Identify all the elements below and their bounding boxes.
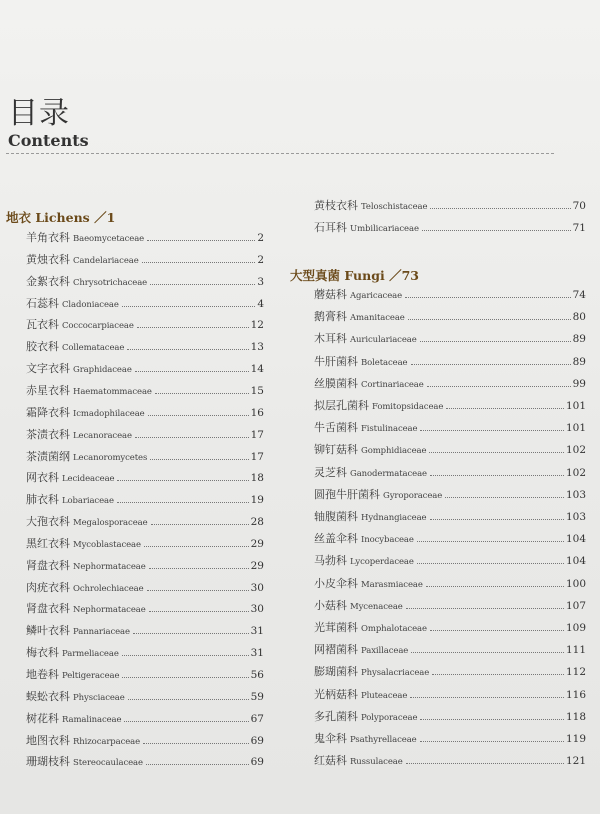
entry-name-latin: Chrysotrichaceae [73,277,148,288]
dot-leader [406,608,564,609]
entry-name-latin: Icmadophilaceae [73,408,145,419]
toc-entry[interactable] [314,353,586,369]
entry-name-zh: 肾盘衣科 [26,558,70,572]
section-title-en: Lichens [35,210,90,225]
toc-entry[interactable] [314,286,586,302]
dot-leader [127,349,248,350]
entry-name-zh: 小皮伞科 [314,576,358,590]
entry-name-zh: 胶衣科 [26,340,59,354]
entry-name-latin: Cortinariaceae [361,379,424,390]
entry-page-number: 69 [250,756,264,769]
entry-name-zh: 树花科 [26,711,59,725]
page-title-zh: 目录 [8,96,70,131]
entry-name-latin: Fomitopsidaceae [372,402,444,412]
entry-page-number: 80 [572,311,586,324]
entry-name-zh: 地卷科 [26,668,59,681]
toc-entry[interactable] [314,375,586,391]
toc-entry[interactable] [26,426,264,442]
dot-leader [142,262,256,263]
entry-name-latin: Gomphidiaceae [361,446,427,457]
entry-page-number: 102 [565,444,586,457]
entry-name-zh: 鳞叶衣科 [26,624,70,638]
entry-name-latin: Lycoperdaceae [350,557,414,568]
toc-entry[interactable] [314,708,586,724]
entry-name-zh: 木耳科 [314,332,347,346]
toc-entry[interactable] [314,619,586,635]
dot-leader [430,475,564,476]
entry-name-latin: Boletaceae [361,357,408,368]
entry-name-zh: 轴腹菌科 [314,510,358,523]
toc-entry[interactable] [314,575,586,591]
entry-name-latin: Lecanoraceae [73,430,132,441]
dot-leader [406,763,564,764]
entry-name-zh: 多孔菌科 [314,709,358,723]
entry-name-latin: Mycenaceae [350,601,403,612]
entry-page-number: 30 [250,581,264,594]
entry-page-number: 107 [565,599,586,612]
dot-leader [430,519,564,520]
dot-leader [155,393,249,394]
entry-name-latin: Gyroporaceae [383,490,443,501]
entry-name-zh: 膨瑚菌科 [314,665,358,679]
dot-leader [427,386,571,387]
toc-entry[interactable] [26,382,264,398]
entry-name-zh: 金絮衣科 [26,274,70,288]
dot-leader [122,655,249,656]
entry-page-number: 100 [565,577,586,590]
dot-leader [430,208,570,209]
entry-name-latin: Paxillaceae [361,646,409,657]
entry-name-latin: Physciaceae [73,692,125,703]
dot-leader [408,319,571,320]
entry-name-zh: 黄烛衣科 [26,252,70,266]
entry-name-zh: 鹅膏科 [314,310,347,324]
dot-leader [135,371,249,372]
entry-name-latin: Haematommaceae [73,386,152,397]
entry-name-zh: 赤星衣科 [26,383,70,397]
dot-leader [147,590,249,591]
section-heading-lichens [6,208,115,226]
entry-page-number: 29 [250,559,264,572]
entry-page-number: 89 [572,333,586,346]
toc-entry[interactable] [314,508,586,524]
entry-name-latin: Ramalinaceae [62,714,122,725]
toc-entry[interactable] [314,597,586,613]
entry-page-number: 56 [250,669,264,681]
entry-name-zh: 牛肝菌科 [314,354,358,368]
toc-entry[interactable] [26,666,264,682]
entry-name-latin: Teloschistaceae [361,202,428,212]
toc-entry[interactable] [26,535,264,551]
entry-page-number: 13 [250,341,264,354]
entry-page-number: 103 [565,488,586,501]
entry-page-number: 111 [565,644,586,657]
entry-page-number: 109 [565,622,586,634]
entry-page-number: 31 [250,647,264,660]
entry-name-zh: 光茸菌科 [314,621,358,634]
dot-leader [150,459,248,460]
entry-name-latin: Pannariaceae [73,627,130,638]
toc-entry[interactable] [314,397,586,413]
toc-entry[interactable] [26,316,264,332]
entry-page-number: 3 [257,275,264,288]
entry-name-latin: Psathyrellaceae [350,735,417,745]
entry-name-zh: 红菇科 [314,754,347,768]
toc-entry[interactable] [26,622,264,638]
entry-page-number: 4 [257,297,264,310]
toc-entry[interactable] [26,688,264,704]
entry-page-number: 119 [565,733,586,745]
dot-leader [405,297,571,298]
entry-name-latin: Ganodermataceae [350,468,427,479]
entry-name-zh: 网褶菌科 [314,643,358,657]
entry-page-number: 116 [565,688,586,701]
entry-name-zh: 铆钉菇科 [314,443,358,457]
toc-entry[interactable] [26,448,264,464]
dot-leader [147,240,255,241]
entry-name-zh: 网衣科 [26,471,59,485]
entry-name-latin: Stereocaulaceae [73,758,143,769]
entry-page-number: 101 [565,400,586,412]
entry-name-zh: 茶渍衣科 [26,427,70,441]
dot-leader [117,502,249,503]
toc-entry[interactable] [314,730,586,746]
entry-page-number: 71 [572,221,586,234]
entry-page-number: 15 [250,384,264,397]
toc-entry[interactable] [314,552,586,568]
section-title-zh: 地衣 [6,210,32,225]
entry-name-latin: Umbilicariaceae [350,223,419,234]
entry-name-latin: Russulaceae [350,757,403,768]
dot-leader [144,546,249,547]
entry-name-zh: 瓦衣科 [26,318,59,332]
dot-leader [137,327,249,328]
dot-leader [148,415,249,416]
entry-page-number: 103 [565,511,586,523]
toc-entry[interactable] [26,229,264,245]
dot-leader [122,677,248,678]
entry-page-number: 99 [572,377,586,390]
toc-entry[interactable] [26,579,264,595]
entry-name-latin: Inocybaceae [361,535,414,546]
entry-name-latin: Coccocarpiaceae [62,321,134,332]
entry-name-latin: Peltigeraceae [62,671,120,681]
toc-entry[interactable] [26,338,264,354]
entry-name-zh: 石蕊科 [26,296,59,310]
toc-entry[interactable] [26,710,264,726]
section-page: ／1 [94,210,116,225]
dot-leader [150,284,255,285]
toc-entry[interactable] [314,530,586,546]
toc-entry[interactable] [314,330,586,346]
toc-entry[interactable] [314,464,586,480]
entry-page-number: 59 [250,690,264,703]
entry-name-zh: 珊瑚枝科 [26,755,70,769]
entry-name-latin: Hydnangiaceae [361,513,427,523]
dot-leader [149,611,249,612]
toc-entry[interactable] [314,441,586,457]
section-page: ／73 [389,268,419,283]
entry-name-latin: Omphalotaceae [361,624,427,634]
toc-entry[interactable] [26,469,264,485]
entry-page-number: 14 [250,363,264,376]
dot-leader [420,341,571,342]
entry-name-latin: Collemataceae [62,343,125,354]
dot-leader [420,741,564,742]
entry-name-zh: 黄枝衣科 [314,199,358,212]
entry-page-number: 104 [565,533,586,546]
entry-page-number: 2 [257,253,264,266]
dot-leader [422,230,571,231]
entry-page-number: 70 [572,200,586,212]
entry-page-number: 104 [565,555,586,568]
dot-leader [128,699,249,700]
dot-leader [122,306,256,307]
entry-name-zh: 马勃科 [314,554,347,568]
entry-name-zh: 肺衣科 [26,493,59,507]
dot-leader [133,633,249,634]
entry-page-number: 18 [250,472,264,485]
toc-entry[interactable] [26,273,264,289]
dot-leader [149,568,249,569]
entry-page-number: 12 [250,319,264,332]
entry-name-latin: Nephormataceae [73,605,146,616]
entry-name-latin: Amanitaceae [350,313,405,324]
dot-leader [420,430,564,431]
entry-name-zh: 地图衣科 [26,733,70,747]
entry-page-number: 89 [572,355,586,368]
entry-name-latin: Fistulinaceae [361,424,418,435]
toc-entry[interactable] [26,295,264,311]
entry-name-latin: Megalosporaceae [73,518,148,529]
entry-name-latin: Mycoblastaceae [73,539,141,550]
entry-name-latin: Agaricaceae [350,291,403,301]
dot-leader [420,719,564,720]
section-title-en: Fungi [344,268,385,283]
entry-name-zh: 丝盖伞科 [314,532,358,546]
entry-page-number: 28 [250,516,264,529]
entry-name-latin: Lecanoromycetes [73,452,148,463]
page-title-en: Contents [8,131,89,150]
entry-page-number: 118 [565,710,586,723]
toc-entry[interactable] [26,491,264,507]
toc-entry[interactable] [314,752,586,768]
entry-page-number: 74 [572,289,586,301]
toc-entry[interactable] [314,686,586,702]
entry-name-zh: 小菇科 [314,598,347,612]
dot-leader [417,541,564,542]
toc-entry[interactable] [314,641,586,657]
dot-leader [151,524,249,525]
entry-page-number: 69 [250,734,264,747]
entry-page-number: 67 [250,712,264,725]
section-heading-fungi [290,266,419,284]
entry-page-number: 19 [250,494,264,507]
entry-name-zh: 蜈蚣衣科 [26,689,70,703]
dot-leader [135,437,249,438]
entry-name-zh: 霜降衣科 [26,405,70,419]
toc-entry[interactable] [26,557,264,573]
entry-name-zh: 蘑菇科 [314,288,347,301]
entry-name-zh: 拟层孔菌科 [314,399,369,412]
entry-page-number: 102 [565,466,586,479]
toc-entry[interactable] [26,600,264,616]
entry-name-zh: 光柄菇科 [314,687,358,701]
entry-name-zh: 牛舌菌科 [314,421,358,435]
toc-entry[interactable] [314,663,586,679]
entry-name-zh: 肉疣衣科 [26,580,70,594]
toc-entry[interactable] [314,219,586,235]
entry-name-zh: 文字衣科 [26,362,70,376]
entry-name-latin: Lobariaceae [62,496,114,507]
toc-entry[interactable] [26,753,264,769]
entry-name-latin: Cladoniaceae [62,299,119,310]
section-title-zh: 大型真菌 [290,268,341,283]
dot-leader [426,586,564,587]
dot-leader [446,408,564,409]
entry-name-latin: Auriculariaceae [350,335,417,346]
entry-name-zh: 梅衣科 [26,646,59,660]
toc-entry[interactable] [314,419,586,435]
entry-name-zh: 大孢衣科 [26,515,70,529]
entry-name-latin: Nephormataceae [73,561,146,572]
entry-page-number: 17 [250,450,264,463]
entry-page-number: 17 [250,428,264,441]
entry-page-number: 29 [250,537,264,550]
toc-entry[interactable] [314,197,586,213]
toc-entry[interactable] [314,486,586,502]
entry-name-zh: 茶渍菌纲 [26,449,70,463]
entry-name-latin: Graphidaceae [73,365,132,376]
entry-name-latin: Pluteaceae [361,690,408,701]
entry-name-zh: 圆孢牛肝菌科 [314,487,380,501]
entry-name-latin: Marasmiaceae [361,579,423,590]
entry-page-number: 101 [565,422,586,435]
dot-leader [146,764,249,765]
entry-name-zh: 石耳科 [314,220,347,234]
dot-leader [432,674,564,675]
entry-name-latin: Physalacriaceae [361,668,430,679]
entry-name-latin: Rhizocarpaceae [73,736,141,747]
toc-entry[interactable] [314,308,586,324]
dot-leader [411,364,571,365]
entry-name-latin: Polyporaceae [361,712,418,723]
dot-leader [430,630,564,631]
entry-name-latin: Baeomycetaceae [73,234,145,244]
entry-name-zh: 丝膜菌科 [314,376,358,390]
entry-page-number: 112 [565,666,586,679]
entry-name-latin: Lecideaceae [62,474,115,485]
entry-page-number: 30 [250,603,264,616]
dot-leader [117,480,248,481]
dot-leader [410,697,564,698]
toc-entry[interactable] [26,360,264,376]
dot-leader [429,452,564,453]
entry-name-zh: 鬼伞科 [314,732,347,745]
title-divider [6,153,554,154]
toc-entry[interactable] [26,404,264,420]
entry-name-latin: Candelariaceae [73,255,139,266]
entry-name-zh: 肾盘衣科 [26,602,70,616]
entry-name-latin: Parmeliaceae [62,649,119,660]
toc-entry[interactable] [26,513,264,529]
entry-name-zh: 灵芝科 [314,465,347,479]
entry-name-zh: 羊角衣科 [26,231,70,244]
entry-name-zh: 黑红衣科 [26,536,70,550]
toc-entry[interactable] [26,644,264,660]
toc-entry[interactable] [26,251,264,267]
entry-page-number: 121 [565,755,586,768]
toc-entry[interactable] [26,732,264,748]
dot-leader [124,721,248,722]
entry-page-number: 31 [250,625,264,638]
dot-leader [143,743,249,744]
dot-leader [411,652,564,653]
dot-leader [417,563,564,564]
entry-page-number: 16 [250,406,264,419]
entry-page-number: 2 [257,232,264,244]
dot-leader [445,497,564,498]
entry-name-latin: Ochrolechiaceae [73,583,144,594]
